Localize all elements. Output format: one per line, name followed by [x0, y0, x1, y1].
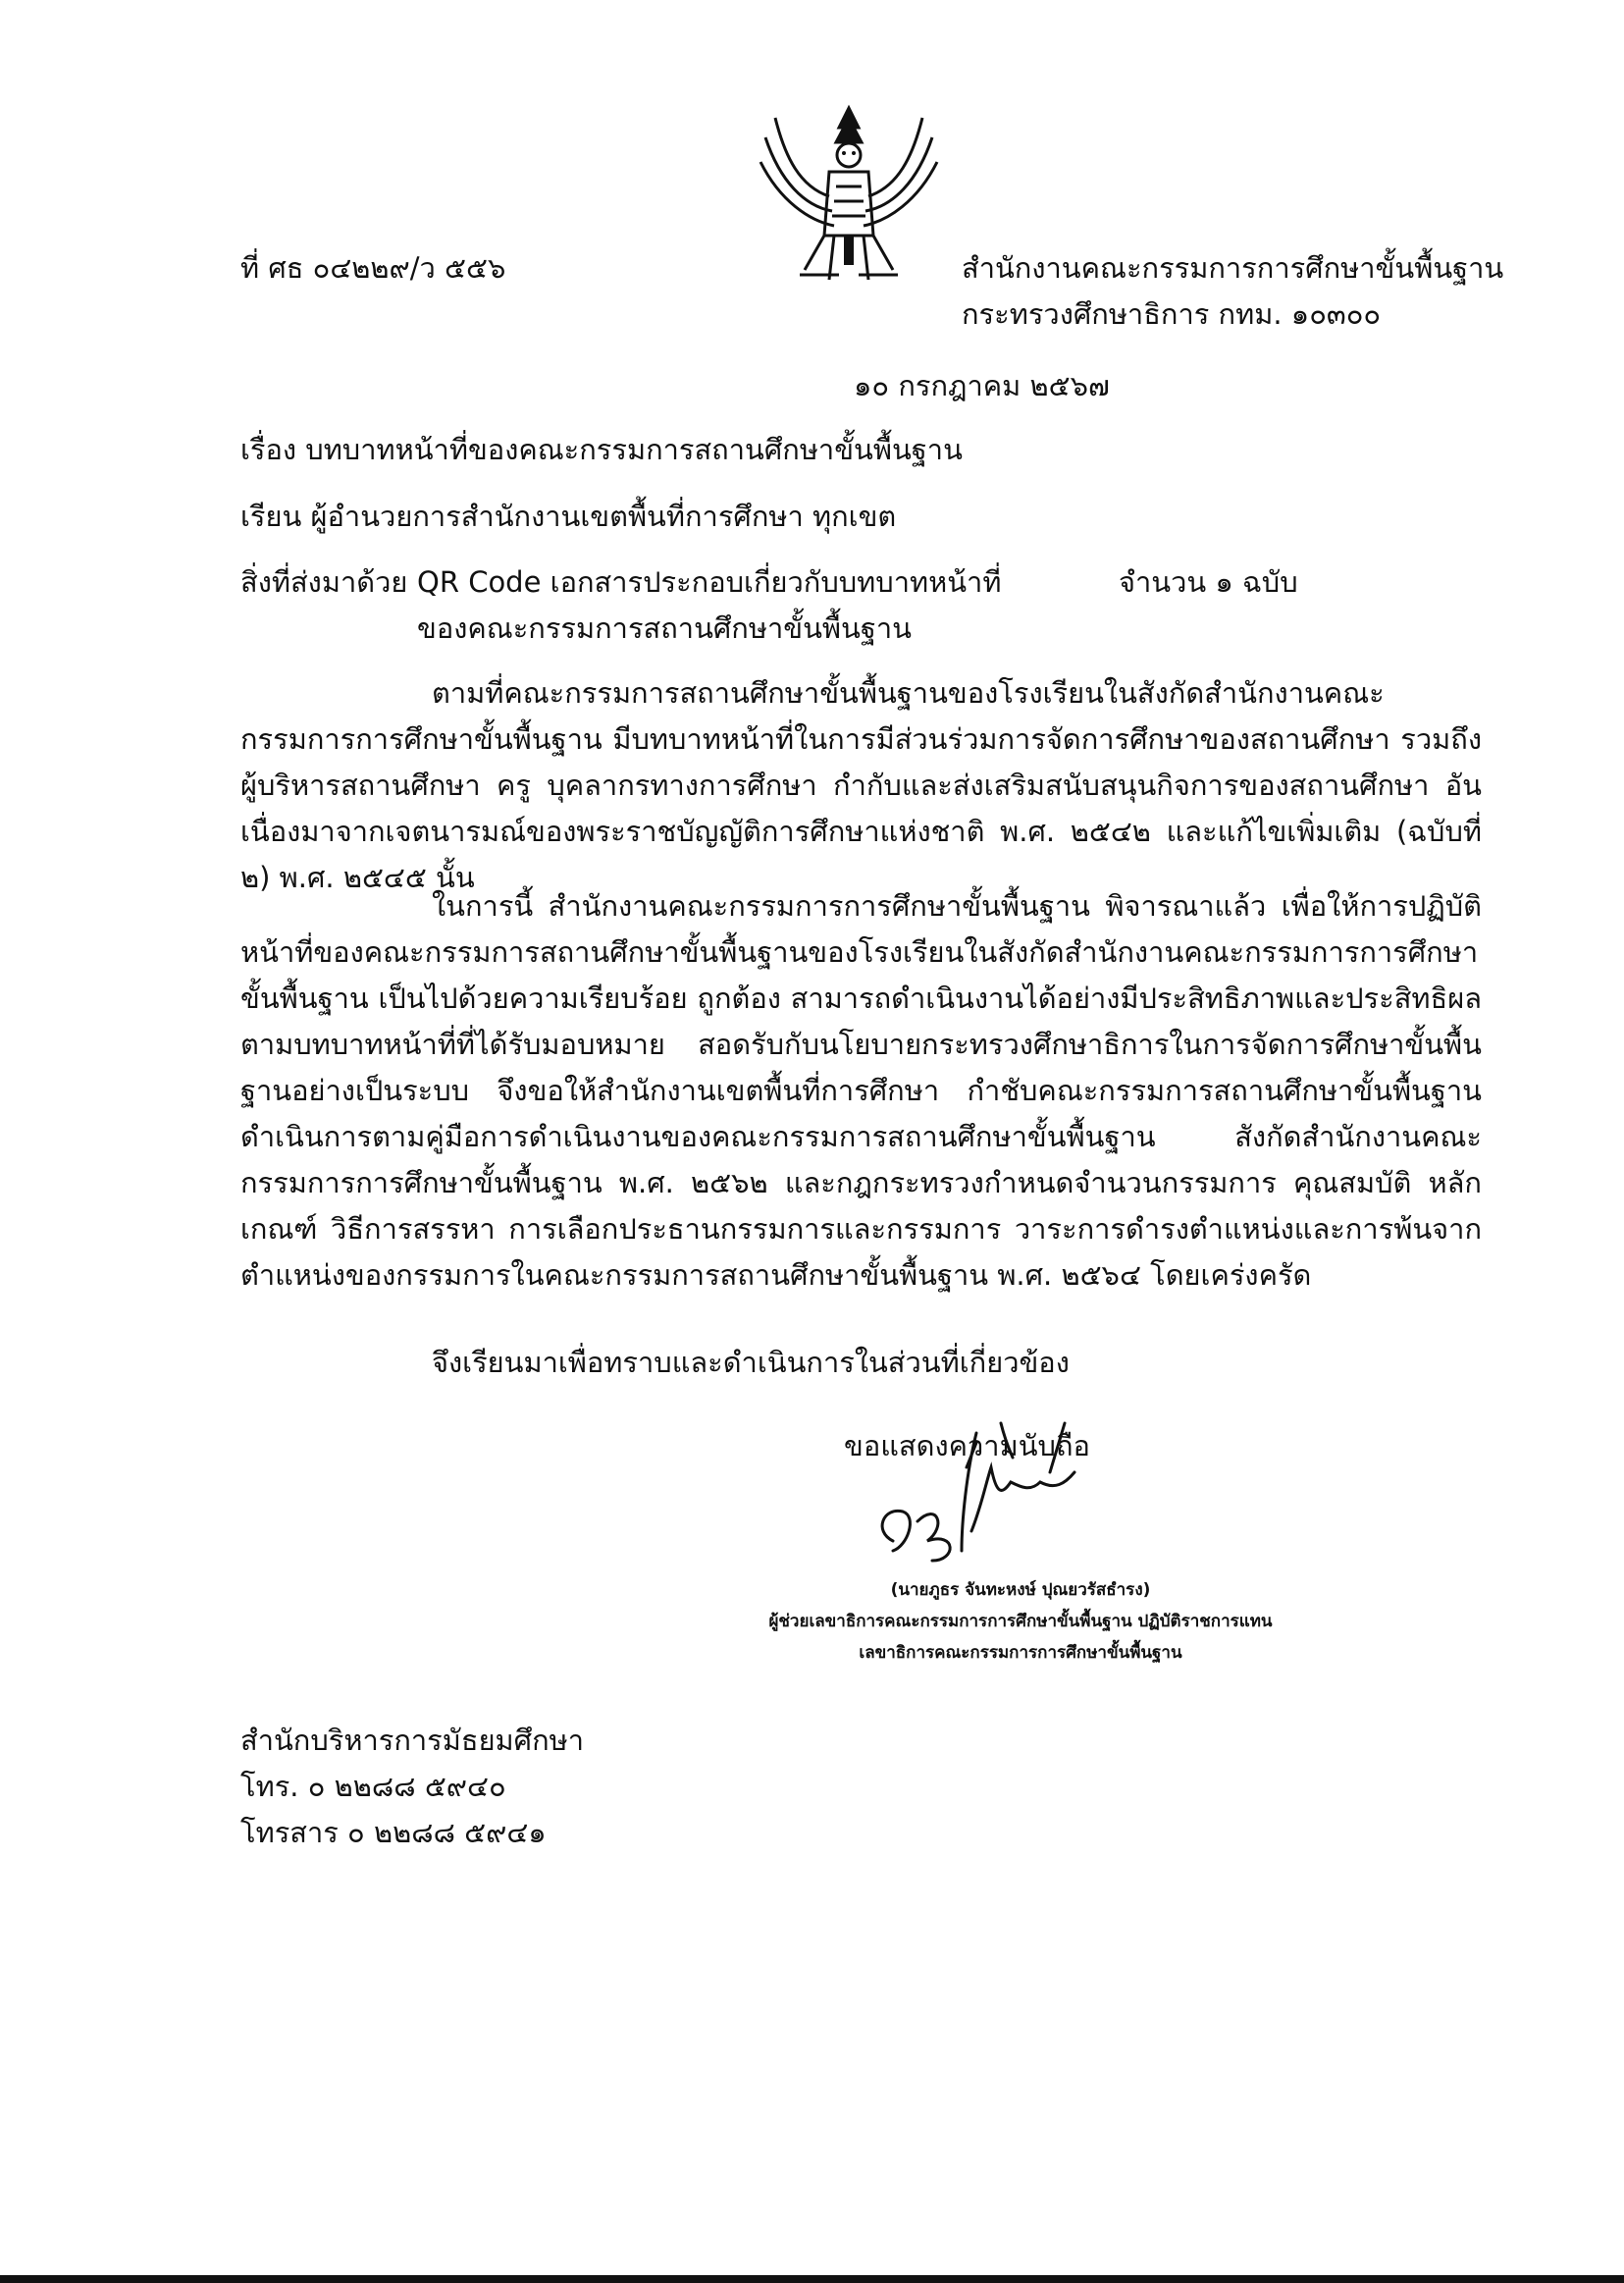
garuda-emblem-icon — [746, 88, 952, 294]
enclosure-line-2: ของคณะกรรมการสถานศึกษาขั้นพื้นฐาน — [417, 611, 912, 645]
enclosure-label: สิ่งที่ส่งมาด้วย — [240, 565, 408, 599]
signatory-name: (นายภูธร จันทะหงษ์ ปุณยวรัสธำรง) — [890, 1580, 1151, 1600]
letter-date: ๑๐ กรกฎาคม ๒๕๖๗ — [854, 369, 1110, 402]
scan-border-bottom — [0, 2275, 1624, 2283]
recipient-line: เรียน ผู้อำนวยการสำนักงานเขตพื้นที่การศึกษา ทุกเขต — [240, 500, 897, 533]
subject-line: เรื่อง บทบาทหน้าที่ของคณะกรรมการสถานศึกษาขั้นพื้นฐาน — [240, 433, 963, 466]
office-address: กระทรวงศึกษาธิการ กทม. ๑๐๓๐๐ — [962, 297, 1382, 331]
closing-line: จึงเรียนมาเพื่อทราบและดำเนินการในส่วนที่เกี่ยวข้อง — [432, 1346, 1070, 1379]
body-paragraph-2: ในการนี้ สำนักงานคณะกรรมการการศึกษาขั้นพื้นฐาน พิจารณาแล้ว เพื่อให้การปฏิบัติหน้าที่ของคณะกรรมการสถานศึกษาขั้นพื้นฐานของโรงเรียนในสังกัดสำนักงานคณะกรรมการการศึกษาขั้นพื้นฐาน เป็นไปด้วยความเรียบร้อย ถูกต้อง สามารถดำเนินงานได้อย่างมีประสิทธิภาพและประสิทธิผลตามบทบาทหน้าที่ที่ได้รับมอบหมาย สอดรับกับนโยบายกระทรวงศึกษาธิการในการจัดการศึกษาขั้นพื้นฐานอย่างเป็นระบบ จึงขอให้สำนักงานเขตพื้นที่การศึกษา กำชับคณะกรรมการสถานศึกษาขั้นพื้นฐาน ดำเนินการตามคู่มือการดำเนินงานของคณะกรรมการสถานศึกษาขั้นพื้นฐาน สังกัดสำนักงานคณะกรรมการการศึกษาขั้นพื้นฐาน พ.ศ. ๒๕๖๒ และกฎกระทรวงกำหนดจำนวนกรรมการ คุณสมบัติ หลักเกณฑ์ วิธีการสรรหา การเลือกประธานกรรมการและกรรมการ วาระการดำรงตำแหน่งและการพ้นจากตำแหน่งของกรรมการในคณะกรรมการสถานศึกษาขั้นพื้นฐาน พ.ศ. ๒๕๖๔ โดยเคร่งครัด — [240, 889, 1482, 1292]
office-name: สำนักงานคณะกรรมการการศึกษาขั้นพื้นฐาน — [962, 251, 1504, 285]
signatory-title-1: ผู้ช่วยเลขาธิการคณะกรรมการการศึกษาขั้นพื้นฐาน ปฏิบัติราชการแทน — [768, 1612, 1273, 1631]
footer-unit: สำนักบริหารการมัธยมศึกษา — [240, 1724, 585, 1757]
reference-number: ที่ ศธ ๐๔๒๒๙/ว ๕๕๖ — [240, 251, 506, 285]
body-paragraph-1: ตามที่คณะกรรมการสถานศึกษาขั้นพื้นฐานของโรงเรียนในสังกัดสำนักงานคณะกรรมการการศึกษาขั้นพื้นฐาน มีบทบาทหน้าที่ในการมีส่วนร่วมการจัดการศึกษาของสถานศึกษา รวมถึงผู้บริหารสถานศึกษา ครู บุคลากรทางการศึกษา กำกับและส่งเสริมสนับสนุนกิจการของสถานศึกษา อันเนื่องมาจากเจตนารมณ์ของพระราชบัญญัติการศึกษาแห่งชาติ พ.ศ. ๒๕๔๒ และแก้ไขเพิ่มเติม (ฉบับที่ ๒) พ.ศ. ๒๕๔๕ นั้น — [240, 676, 1482, 894]
enclosure-count: จำนวน ๑ ฉบับ — [1119, 565, 1298, 599]
regards-line: ขอแสดงความนับถือ — [844, 1429, 1090, 1462]
footer-fax: โทรสาร ๐ ๒๒๘๘ ๕๙๔๑ — [240, 1816, 547, 1849]
enclosure-line-1: QR Code เอกสารประกอบเกี่ยวกับบทบาทหน้าที่ — [417, 565, 1002, 599]
signatory-title-2: เลขาธิการคณะกรรมการการศึกษาขั้นพื้นฐาน — [859, 1643, 1182, 1663]
handwritten-signature — [864, 1413, 1119, 1580]
footer-tel: โทร. ๐ ๒๒๘๘ ๕๙๔๐ — [240, 1770, 506, 1803]
